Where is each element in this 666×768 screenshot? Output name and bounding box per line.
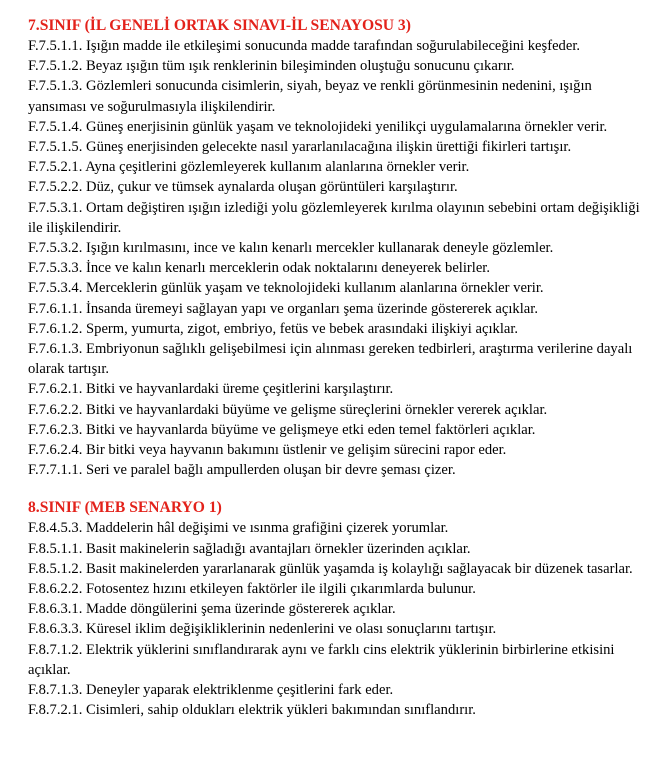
outcome-item: F.7.6.2.1. Bitki ve hayvanlardaki üreme çeşitlerini karşılaştırır. [28, 381, 394, 398]
document-page [28, 16, 646, 721]
outcome-item: F.7.6.1.3. Embriyonun sağlıklı gelişebilmesi için alınması gereken tedbirleri, araştırma verilerine dayalı olarak tartışır. [28, 341, 633, 378]
outcome-item: F.7.6.2.4. Bir bitki veya hayvanın bakımını üstlenir ve gelişim sürecini rapor eder. [28, 442, 507, 459]
outcome-item: F.7.5.1.5. Güneş enerjisinden gelecekte nasıl yararlanılacağına ilişkin ürettiği fikirleri tartışır. [28, 139, 572, 156]
section-grade-7 [28, 16, 646, 480]
section-title: 8.SINIF (MEB SENARYO 1) [28, 499, 222, 517]
outcome-item: F.8.6.3.1. Madde döngülerini şema üzerinde göstererek açıklar. [28, 601, 396, 618]
outcome-list [28, 36, 646, 480]
outcome-item: F.7.5.1.3. Gözlemleri sonucunda cisimlerin, siyah, beyaz ve renkli görünmesinin nedenini, ışığın yansıması ve soğurulmasıyla ilişkilendirir. [28, 78, 592, 115]
outcome-item: F.8.4.5.3. Maddelerin hâl değişimi ve ısınma grafiğini çizerek yorumlar. [28, 520, 449, 537]
outcome-item: F.8.7.2.1. Cisimleri, sahip oldukları elektrik yükleri bakımından sınıflandırır. [28, 702, 476, 719]
outcome-item: F.7.6.1.2. Sperm, yumurta, zigot, embriyo, fetüs ve bebek arasındaki ilişkiyi açıklar. [28, 320, 519, 337]
outcome-item: F.8.6.2.2. Fotosentez hızını etkileyen faktörler ile ilgili çıkarımlarda bulunur. [28, 581, 476, 598]
outcome-item: F.7.6.2.2. Bitki ve hayvanlardaki büyüme ve gelişme süreçlerini örnekler vererek açıklar. [28, 401, 548, 418]
outcome-item: F.7.5.3.4. Merceklerin günlük yaşam ve teknolojideki kullanım alanlarına örnekler verir. [28, 280, 544, 297]
outcome-item: F.7.5.1.1. Işığın madde ile etkileşimi sonucunda madde tarafından soğurulabileceğini keşfeder. [28, 38, 581, 54]
outcome-item: F.7.6.2.3. Bitki ve hayvanlarda büyüme ve gelişmeye etki eden temel faktörleri açıklar. [28, 421, 536, 438]
outcome-item: F.8.5.1.1. Basit makinelerin sağladığı avantajları örnekler üzerinden açıklar. [28, 540, 471, 557]
outcome-item: F.8.7.1.2. Elektrik yüklerini sınıflandırarak aynı ve farklı cins elektrik yüklerinin birbirlerine etkisini açıklar. [28, 641, 615, 678]
outcome-item: F.7.5.1.4. Güneş enerjisinin günlük yaşam ve teknolojideki yenilikçi uygulamalarına örnekler verir. [28, 118, 608, 135]
outcome-item: F.7.6.1.1. İnsanda üremeyi sağlayan yapı ve organları şema üzerinde göstererek açıklar. [28, 300, 538, 317]
outcome-item: F.7.5.2.1. Ayna çeşitlerini gözlemleyerek kullanım alanlarına örnekler verir. [28, 159, 470, 176]
outcome-item: F.7.5.3.1. Ortam değiştiren ışığın izlediği yolu gözlemleyerek kırılma olayının sebebini ortam değişikliği ile ilişkilendirir. [28, 199, 640, 236]
outcome-item: F.7.5.3.2. Işığın kırılmasını, ince ve kalın kenarlı mercekler kullanarak deneyle gözlemler. [28, 240, 554, 257]
outcome-item: F.8.7.1.3. Deneyler yaparak elektriklenme çeşitlerini fark eder. [28, 682, 394, 699]
outcome-item: F.7.7.1.1. Seri ve paralel bağlı ampullerden oluşan bir devre şeması çizer. [28, 462, 456, 479]
outcome-list [28, 518, 646, 720]
outcome-item: F.8.5.1.2. Basit makinelerden yararlanarak günlük yaşamda iş kolaylığı sağlayacak bir düzenek tasarlar. [28, 560, 633, 577]
outcome-item: F.7.5.1.2. Beyaz ışığın tüm ışık renklerinin bileşiminden oluştuğu sonucunu çıkarır. [28, 58, 515, 75]
outcome-item: F.7.5.2.2. Düz, çukur ve tümsek aynalarda oluşan görüntüleri karşılaştırır. [28, 179, 458, 196]
outcome-item: F.8.6.3.3. Küresel iklim değişikliklerinin nedenlerini ve olası sonuçlarını tartışır. [28, 621, 497, 638]
section-title: 7.SINIF (İL GENELİ ORTAK SINAVI-İL SENAYOSU 3) [28, 17, 411, 34]
section-grade-8 [28, 498, 646, 720]
outcome-item: F.7.5.3.3. İnce ve kalın kenarlı merceklerin odak noktalarını deneyerek belirler. [28, 260, 491, 277]
